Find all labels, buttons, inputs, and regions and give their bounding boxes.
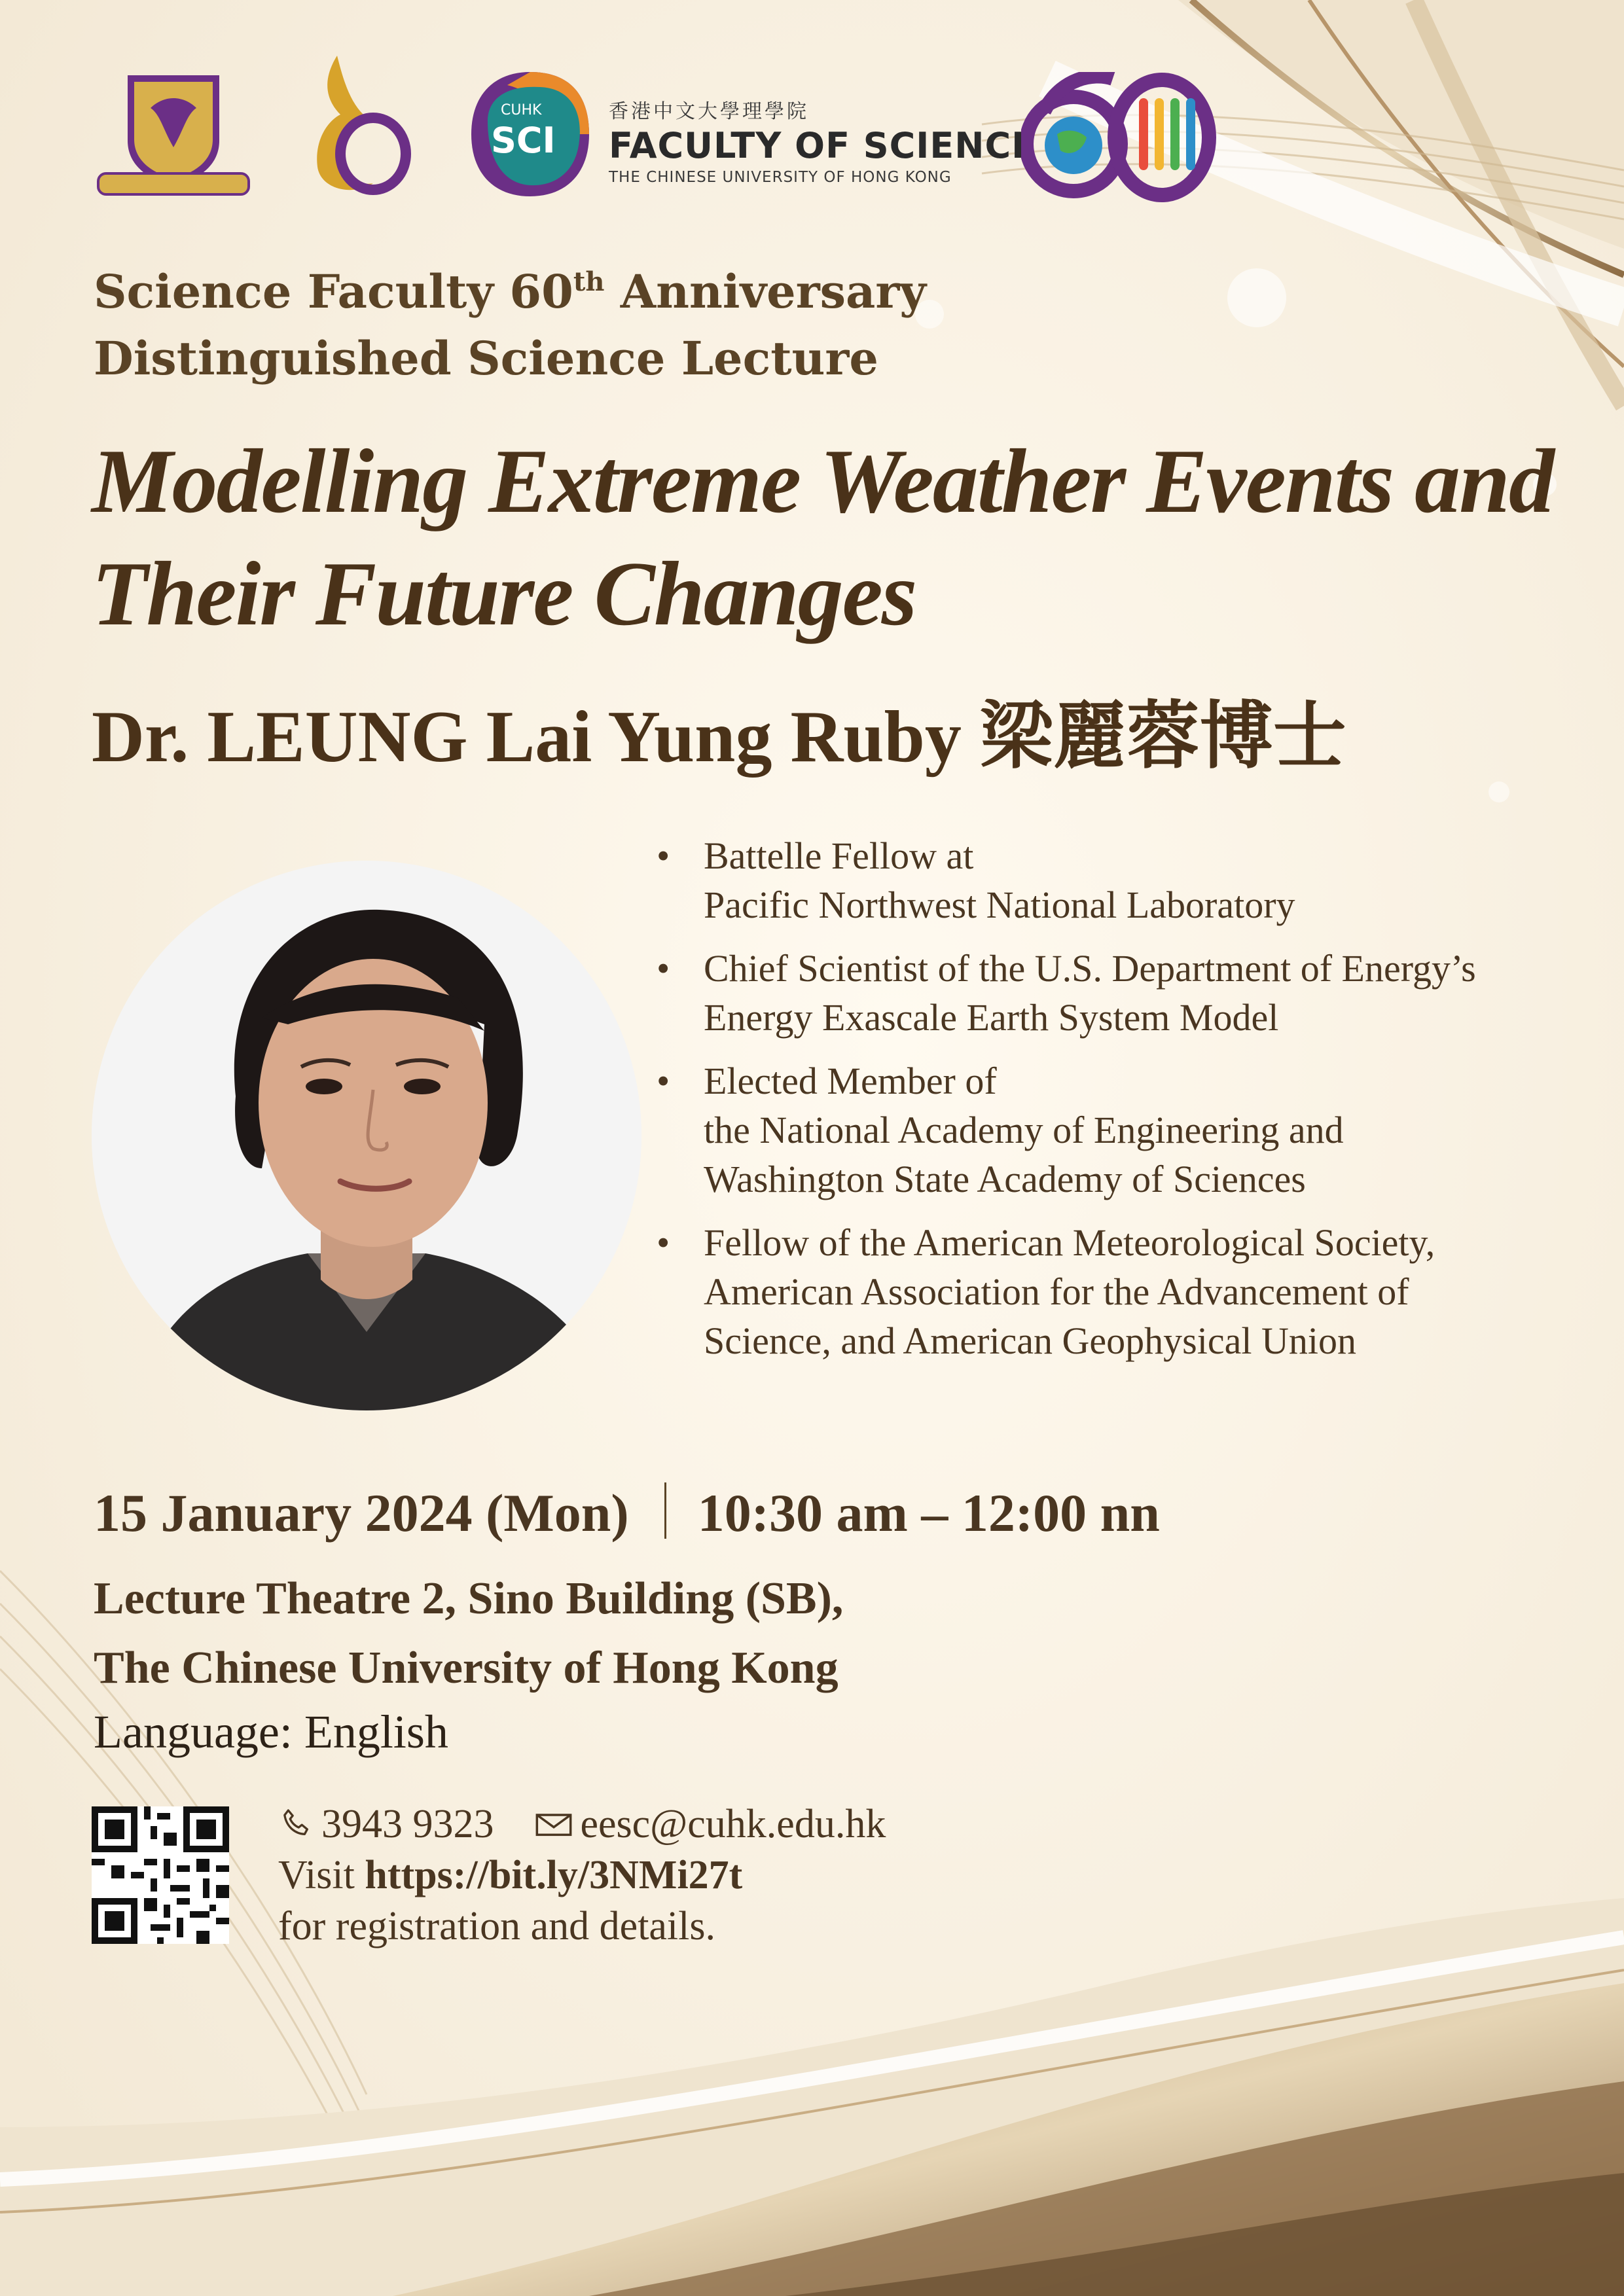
- venue-line-1: Lecture Theatre 2, Sino Building (SB),: [94, 1573, 844, 1624]
- lecture-series-heading: [94, 249, 926, 392]
- bullet-icon: •: [657, 1060, 670, 1102]
- visit-line: Visit https://bit.ly/3NMi27t: [278, 1853, 743, 1897]
- event-language: Language: English: [94, 1706, 448, 1758]
- bullet-icon: •: [657, 947, 670, 990]
- sci-badge-label: SCI: [491, 120, 556, 161]
- series-line-1: Science Faculty 60th Anniversary: [94, 264, 926, 319]
- divider: [664, 1482, 666, 1539]
- bio-item: • Chief Scientist of the U.S. Department of Energy’s Energy Exascale Earth System Model: [651, 944, 1581, 1042]
- speaker-bio-list: [651, 831, 1581, 1380]
- anniversary-60-logo: [1021, 72, 1218, 203]
- cuhk-badge-label: CUHK: [501, 102, 542, 118]
- faculty-name-en: FACULTY OF SCIENCE: [609, 125, 1036, 166]
- university-name: THE CHINESE UNIVERSITY OF HONG KONG: [609, 169, 952, 186]
- registration-note: for registration and details.: [278, 1904, 716, 1948]
- registration-link[interactable]: https://bit.ly/3NMi27t: [365, 1853, 743, 1897]
- bio-item: • Battelle Fellow at Pacific Northwest National Laboratory: [651, 831, 1581, 929]
- phone-number[interactable]: 3943 9323: [321, 1802, 494, 1846]
- cuhk-crest-logo: [92, 69, 255, 200]
- registration-qr-code[interactable]: [92, 1806, 229, 1944]
- phone-icon: [278, 1806, 315, 1842]
- email-address[interactable]: eesc@cuhk.edu.hk: [580, 1802, 886, 1846]
- title-line-1: Modelling Extreme Weather Events and: [92, 431, 1553, 532]
- event-venue: [94, 1564, 843, 1703]
- bio-item: • Fellow of the American Meteorological Society, American Association for the Advancement of Science, and American Geophysical Union: [651, 1218, 1581, 1365]
- lecture-title: [92, 425, 1564, 651]
- series-line-2: Distinguished Science Lecture: [94, 331, 878, 386]
- contact-row: [278, 1799, 886, 1850]
- venue-line-2: The Chinese University of Hong Kong: [94, 1643, 839, 1693]
- bullet-icon: •: [657, 1221, 670, 1264]
- faculty-name-zh: 香港中文大學理學院: [609, 100, 809, 123]
- phoenix-60-logo: [281, 56, 412, 200]
- contact-block: [278, 1799, 886, 1952]
- title-line-2: Their Future Changes: [92, 543, 916, 645]
- speaker-portrait: [92, 861, 641, 1410]
- email-icon: [533, 1806, 574, 1842]
- bullet-icon: •: [657, 834, 670, 877]
- speaker-name: Dr. LEUNG Lai Yung Ruby 梁麗蓉博士: [92, 696, 1346, 778]
- event-datetime: [94, 1482, 1160, 1544]
- cuhk-sci-logo: [468, 69, 592, 200]
- faculty-wordmark: [609, 95, 1036, 186]
- event-time: 10:30 am – 12:00 nn: [697, 1483, 1160, 1543]
- bio-item: • Elected Member of the National Academy of Engineering and Washington State Academy of Sciences: [651, 1056, 1581, 1204]
- event-date: 15 January 2024 (Mon): [94, 1483, 629, 1543]
